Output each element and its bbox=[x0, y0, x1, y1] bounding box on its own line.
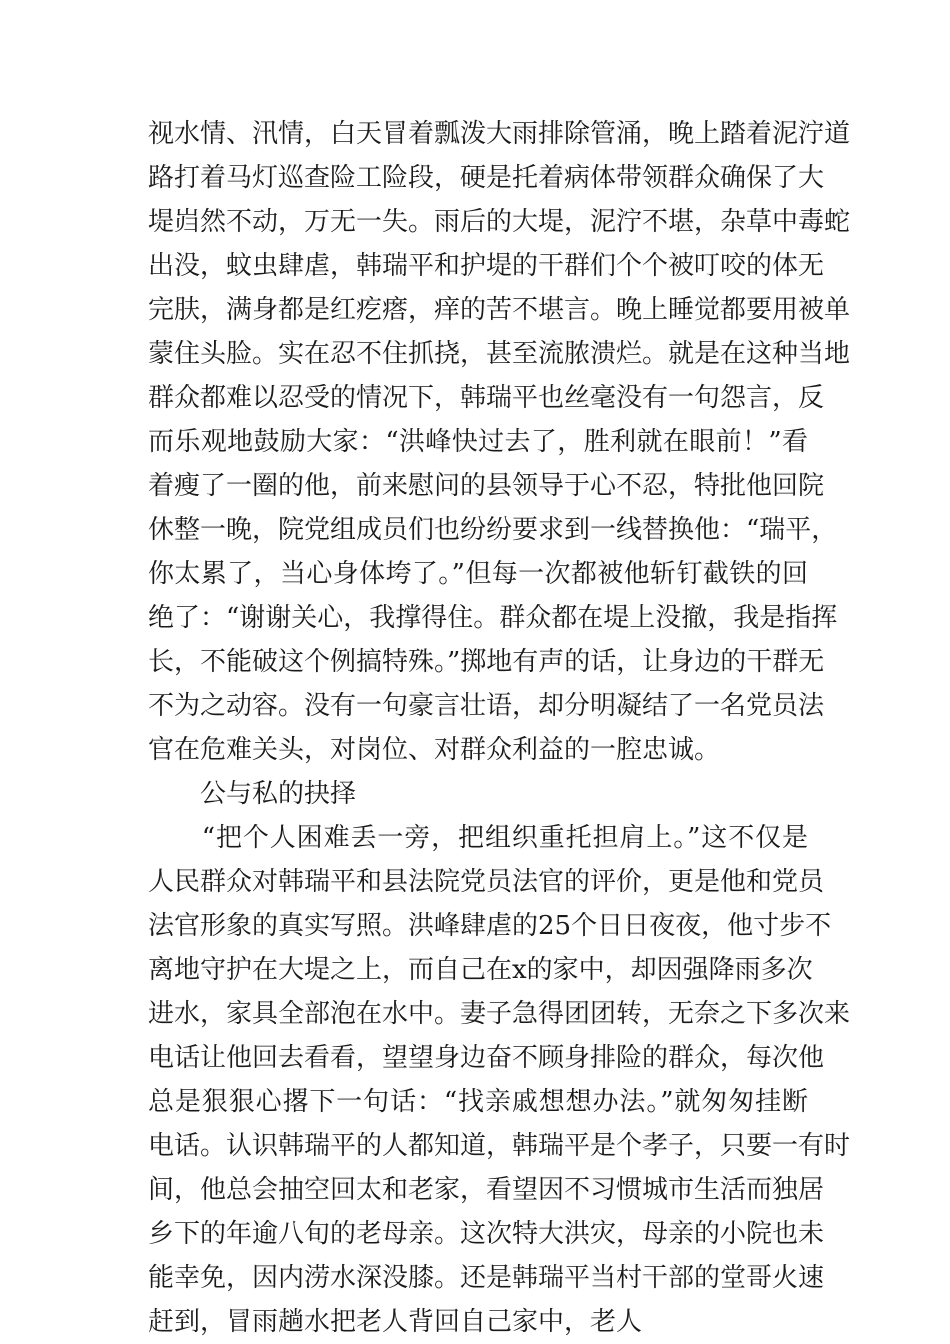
text-line: 视水情、汛情，白天冒着瓢泼大雨排除管涌，晚上踏着泥泞道 bbox=[148, 119, 851, 149]
text-line: 离地守护在大堤之上，而自己在x的家中，却因强降雨多次 bbox=[148, 955, 813, 985]
text-line: 而乐观地鼓励大家：“洪峰快过去了，胜利就在眼前！”看 bbox=[148, 427, 808, 457]
text-line: 进水，家具全部泡在水中。妻子急得团团转，无奈之下多次来 bbox=[148, 999, 851, 1029]
section-heading: 公与私的抉择 bbox=[200, 779, 357, 809]
text-line: 不为之动容。没有一句豪言壮语，却分明凝结了一名党员法 bbox=[148, 691, 825, 721]
text-line: 蒙住头脸。实在忍不住抓挠，甚至流脓溃烂。就是在这种当地 bbox=[148, 339, 851, 369]
text-line: 官在危难关头，对岗位、对群众利益的一腔忠诚。 bbox=[148, 735, 721, 765]
text-line: 路打着马灯巡查险工险段，硬是托着病体带领群众确保了大 bbox=[148, 163, 825, 193]
text-line: 完肤，满身都是红疙瘩，痒的苦不堪言。晚上睡觉都要用被单 bbox=[148, 295, 851, 325]
text-line: 堤岿然不动，万无一失。雨后的大堤，泥泞不堪，杂草中毒蛇 bbox=[148, 207, 851, 237]
text-line: 总是狠狠心撂下一句话：“找亲戚想想办法。”就匆匆挂断 bbox=[148, 1087, 808, 1117]
document-page bbox=[148, 112, 851, 1344]
paragraph-public-private bbox=[148, 816, 851, 1344]
text-line: 法官形象的真实写照。洪峰肆虐的25个日日夜夜，他寸步不 bbox=[148, 911, 832, 941]
text-line: 长，不能破这个例搞特殊。”掷地有声的话，让身边的干群无 bbox=[148, 647, 825, 677]
text-line: 人民群众对韩瑞平和县法院党员法官的评价，更是他和党员 bbox=[148, 867, 825, 897]
text-line: 电话。认识韩瑞平的人都知道，韩瑞平是个孝子，只要一有时 bbox=[148, 1131, 851, 1161]
text-line: 赶到，冒雨趟水把老人背回自己家中，老人 bbox=[148, 1307, 643, 1337]
text-line: 能幸免，因内涝水深没膝。还是韩瑞平当村干部的堂哥火速 bbox=[148, 1263, 825, 1293]
text-line: 出没，蚊虫肆虐，韩瑞平和护堤的干群们个个被叮咬的体无 bbox=[148, 251, 825, 281]
text-line: 休整一晚，院党组成员们也纷纷要求到一线替换他：“瑞平， bbox=[148, 515, 838, 545]
text-line: 间，他总会抽空回太和老家，看望因不习惯城市生活而独居 bbox=[148, 1175, 825, 1205]
text-line: 绝了：“谢谢关心，我撑得住。群众都在堤上没撤，我是指挥 bbox=[148, 603, 838, 633]
paragraph-flood-duty bbox=[148, 112, 851, 772]
text-line: “把个人困难丢一旁，把组织重托担肩上。”这不仅是 bbox=[148, 823, 808, 853]
text-line: 你太累了，当心身体垮了。”但每一次都被他斩钉截铁的回 bbox=[148, 559, 808, 589]
text-line: 着瘦了一圈的他，前来慰问的县领导于心不忍，特批他回院 bbox=[148, 471, 825, 501]
text-line: 群众都难以忍受的情况下，韩瑞平也丝毫没有一句怨言，反 bbox=[148, 383, 825, 413]
text-line: 乡下的年逾八旬的老母亲。这次特大洪灾，母亲的小院也未 bbox=[148, 1219, 825, 1249]
text-line: 电话让他回去看看，望望身边奋不顾身排险的群众，每次他 bbox=[148, 1043, 825, 1073]
